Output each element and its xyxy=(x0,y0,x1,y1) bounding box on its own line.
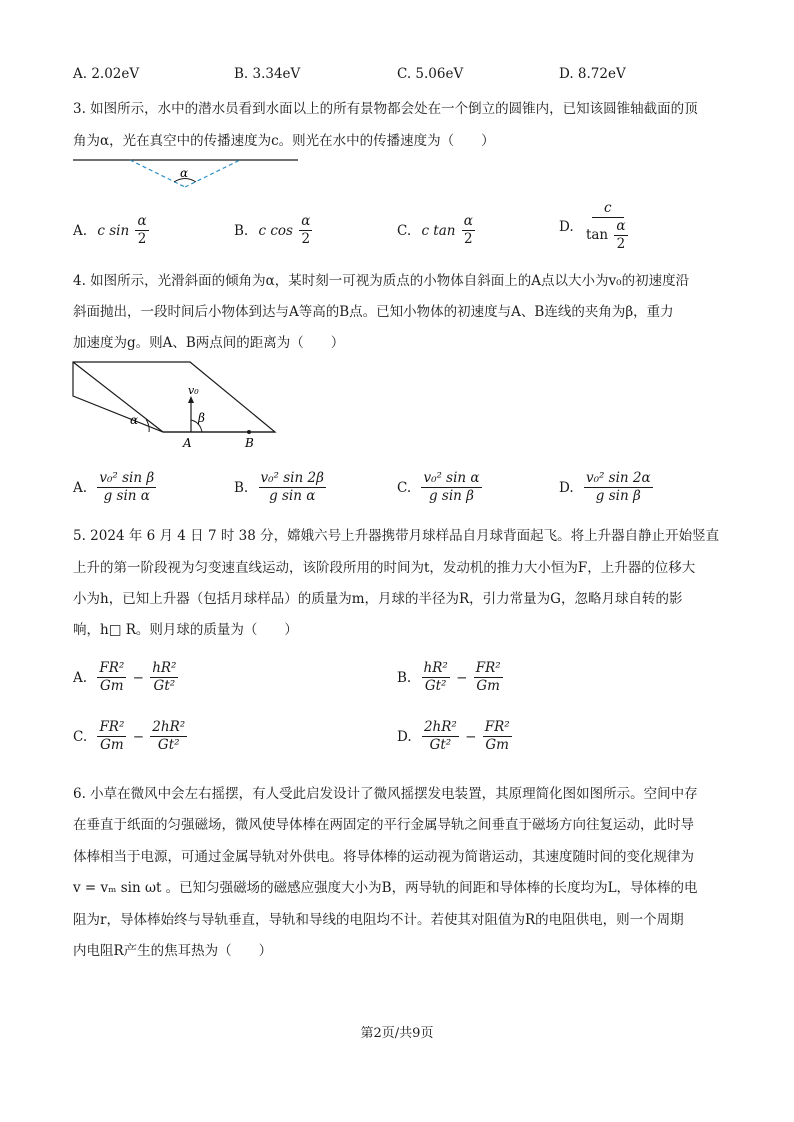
point-b-dot xyxy=(247,430,251,434)
option-b-q2: B. 3.34eV xyxy=(234,66,301,82)
incline-edge xyxy=(73,362,163,432)
q5-text-line1: 5. 2024 年 6 月 4 日 7 时 38 分，嫦娥六号上升器携带月球样品自月球背面起飞。将上升器自静止开始竖直 xyxy=(73,528,720,544)
q4-option-c: C. $\frac{\text{v₀² sin α}}{\text{g sin β}}$ xyxy=(397,470,480,504)
q4-option-a: A. $\frac{\text{v₀² sin β}}{\text{g sin α}}$ xyxy=(73,470,155,504)
q3-text-line2: 角为α，光在真空中的传播速度为c。则光在水中的传播速度为（ ） xyxy=(73,133,495,149)
q4-incline-figure xyxy=(70,358,285,453)
incline-block xyxy=(73,362,275,432)
option-a-q2: A. 2.02eV xyxy=(73,66,140,82)
q5-text-line4: 响，h□ R。则月球的质量为（ ） xyxy=(73,622,298,638)
option-c-q2: C. 5.06eV xyxy=(397,66,464,82)
point-a-label: A xyxy=(183,436,192,450)
q4-text-line3: 加速度为g。则A、B两点间的距离为（ ） xyxy=(73,335,345,351)
q5-option-d: D. $\frac{\text{2hR²}}{\text{Gt²}}$ − $\frac{\text{FR²}}{Gm}$ xyxy=(397,719,510,753)
q4-option-b: B. $\frac{\text{v₀² sin 2β}}{\text{g sin α}}$ xyxy=(234,470,324,504)
q3-option-b: B. c cos $\frac{\alpha}{2}$ xyxy=(234,213,311,247)
v0-arrowhead xyxy=(188,396,194,403)
q5-text-line2: 上升的第一阶段视为匀变速直线运动，该阶段所用的时间为t，发动机的推力大小恒为F，上升器的位移大 xyxy=(73,560,696,576)
q3-figure xyxy=(70,155,302,195)
q3-option-a: A. c sin $\frac{\alpha}{2}$ xyxy=(73,213,147,247)
cone-left-edge xyxy=(130,160,185,187)
cone-right-edge xyxy=(185,160,240,187)
beta-label: β xyxy=(198,411,205,425)
alpha-label: α xyxy=(130,413,139,427)
q6-text-line5: 阻为r，导体棒始终与导轨垂直，导轨和导线的电阻均不计。若使其对阻值为R的电阻供电，则一个周期 xyxy=(73,912,684,928)
q3-text-line1: 3. 如图所示，水中的潜水员看到水面以上的所有景物都会处在一个倒立的圆锥内，已知该圆锥轴截面的顶 xyxy=(73,101,698,117)
q5-option-a: A. $\frac{\text{FR²}}{Gm}$ − $\frac{\text{hR²}}{\text{Gt²}}$ xyxy=(73,660,177,694)
page-number-footer: 第2页/共9页 xyxy=(360,1026,434,1041)
point-b-label: B xyxy=(245,436,254,450)
q6-text-line3: 体棒相当于电源，可通过金属导轨对外供电。将导体棒的运动视为简谐运动，其速度随时间的变化规律为 xyxy=(73,849,694,865)
q3-option-d: D. c tan $\frac{\alpha}{2}$ xyxy=(559,200,626,252)
v0-label: v₀ xyxy=(188,384,199,397)
q5-option-c: C. $\frac{\text{FR²}}{Gm}$ − $\frac{\text{2hR²}}{\text{Gt²}}$ xyxy=(73,719,186,753)
q4-text-line2: 斜面抛出，一段时间后小物体到达与A等高的B点。已知小物体的初速度与A、B连线的夹角为β，重力 xyxy=(73,304,674,320)
q5-option-b: B. $\frac{\text{hR²}}{\text{Gt²}}$ − $\frac{\text{FR²}}{Gm}$ xyxy=(397,660,501,694)
option-d-q2: D. 8.72eV xyxy=(559,66,626,82)
q3-option-c: C. c tan $\frac{\alpha}{2}$ xyxy=(397,213,473,247)
q6-text-line4: v = vₘ sin ωt 。已知匀强磁场的磁感应强度大小为B，两导轨的间距和导体棒的长度均为L，导体棒的电 xyxy=(73,880,698,896)
q4-text-line1: 4. 如图所示，光滑斜面的倾角为α，某时刻一可视为质点的小物体自斜面上的A点以大小为v₀的初速度沿 xyxy=(73,273,690,289)
q5-text-line3: 小为h，已知上升器（包括月球样品）的质量为m，月球的半径为R，引力常量为G，忽略月球自转的影 xyxy=(73,591,683,607)
q4-option-d: D. $\frac{\text{v₀² sin 2α}}{\text{g sin β}}$ xyxy=(559,470,651,504)
q6-text-line2: 在垂直于纸面的匀强磁场，微风使导体棒在两固定的平行金属导轨之间垂直于磁场方向往复运动，此时导 xyxy=(73,817,694,833)
q6-text-line6: 内电阻R产生的焦耳热为（ ） xyxy=(73,943,273,959)
q6-text-line1: 6. 小草在微风中会左右摇摆，有人受此启发设计了微风摇摆发电装置，其原理简化图如图所示。空间中存 xyxy=(73,786,698,802)
alpha-label: α xyxy=(180,166,189,180)
